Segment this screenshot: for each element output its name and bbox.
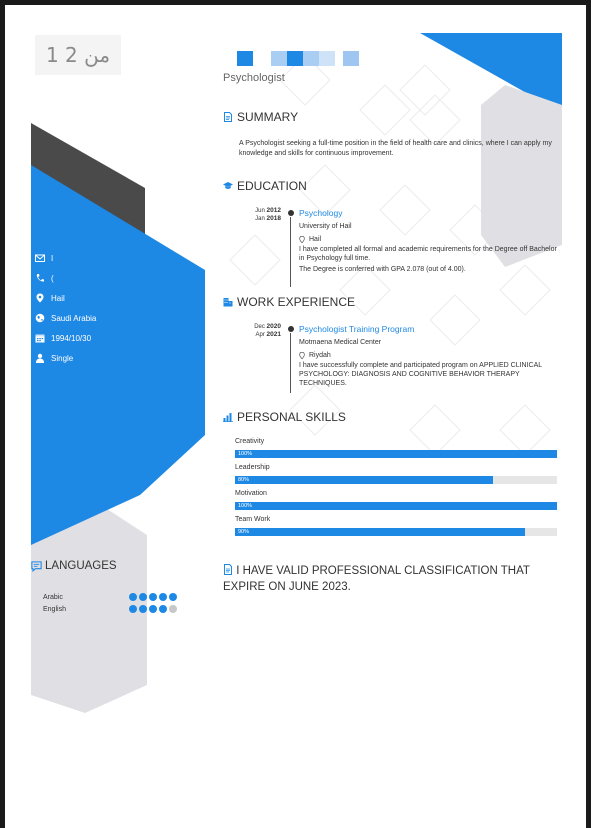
person-icon [35,353,45,363]
level-dot-filled [149,605,157,613]
experience-heading: WORK EXPERIENCE [223,295,355,309]
location-pin-icon [35,293,45,303]
education-heading: EDUCATION [223,179,307,193]
experience-role: Psychologist Training Program [299,324,415,334]
document-icon [223,564,233,575]
calendar-icon [35,333,45,343]
contact-birthdate: 1994/10/30 [35,333,91,343]
page-indicator: 1 من 2 [35,35,121,75]
skill-percent: 100% [238,451,253,457]
speech-bubble-icon [31,561,42,572]
document-icon [223,112,233,122]
skill-bar-fill [235,528,525,536]
skill-bar [235,450,557,458]
summary-heading: SUMMARY [223,110,298,124]
language-level-dots [129,605,177,613]
job-title: Psychologist [223,72,285,84]
skill-bar-fill [235,502,557,510]
phone-icon [35,273,45,283]
contact-country: Saudi Arabia [35,313,96,323]
contact-email[interactable]: I [35,253,53,263]
language-name: English [43,606,66,613]
timeline-dot [288,210,294,216]
contact-city: Hail [35,293,65,303]
level-dot-filled [169,593,177,601]
languages-heading: LANGUAGES [31,560,117,572]
experience-description: I have successfully complete and participated program on APPLIED CLINICAL PSYCHOLOGY: DIAGNOSIS AND COGNITIVE BEHAVIOR THERAPY TECHNIQUES. [299,362,542,387]
skill-label: Creativity [235,438,265,445]
timeline-line [290,217,291,287]
skill-bar-fill [235,476,493,484]
bar-chart-icon [223,412,233,422]
contact-phone[interactable]: ( [35,273,54,283]
classification-note: I HAVE VALID PROFESSIONAL CLASSIFICATION THAT EXPIRE ON JUNE 2023. [223,565,530,593]
language-level-dots [129,593,177,601]
level-dot-filled [159,605,167,613]
resume-page [5,5,586,828]
skill-percent: 100% [238,503,253,509]
skill-bar-fill [235,450,557,458]
level-dot-filled [159,593,167,601]
level-dot-filled [149,593,157,601]
level-dot-filled [129,605,137,613]
envelope-icon [35,253,45,263]
education-degree: Psychology [299,208,343,218]
building-icon [223,297,233,307]
skill-bar [235,502,557,510]
summary-text: A Psychologist seeking a full-time position in the field of health care and clinics, where I can apply my knowledge and skills for continuous improvement. [239,140,552,157]
skill-label: Team Work [235,516,271,523]
skill-label: Leadership [235,464,270,471]
timeline-line [290,333,291,393]
contact-marital-status: Single [35,353,73,363]
skill-bar [235,528,557,536]
experience-dates: Dec 2020 Apr 2021 [254,323,281,338]
education-description-2: The Degree is conferred with GPA 2.078 (out of 4.00). [299,266,466,273]
timeline-dot [288,326,294,332]
experience-location: Riydah [299,351,331,360]
skills-heading: PERSONAL SKILLS [223,410,346,424]
skill-label: Motivation [235,490,267,497]
level-dot-empty [169,605,177,613]
location-pin-icon [299,236,305,243]
experience-company: Motmaena Medical Center [299,339,382,346]
graduation-cap-icon [223,181,233,191]
globe-icon [35,313,45,323]
location-pin-icon [299,352,305,359]
education-school: University of Hail [299,223,352,230]
skill-percent: 80% [238,477,250,483]
education-location: Hail [299,235,321,244]
level-dot-filled [139,605,147,613]
skill-bar [235,476,557,484]
education-description-1: I have completed all formal and academic requirements for the Degree off Bachelor in Psychology full time. [299,246,557,262]
skill-percent: 90% [238,529,250,535]
level-dot-filled [139,593,147,601]
level-dot-filled [129,593,137,601]
language-name: Arabic [43,594,63,601]
education-dates: Jun 2012 Jan 2018 [255,207,281,222]
